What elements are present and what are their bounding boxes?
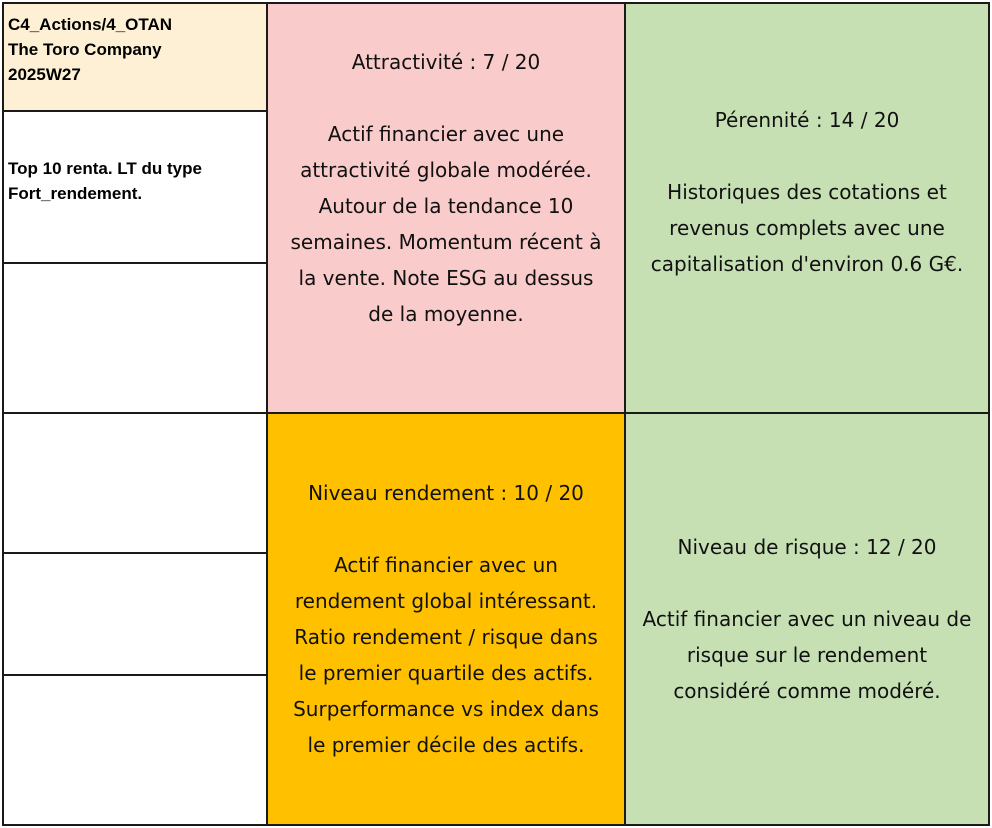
perennite-cell [624, 2, 990, 414]
rendement-cell [266, 412, 626, 826]
empty-cell-3 [2, 552, 268, 676]
attractivite-cell [266, 2, 626, 414]
perennite-body: Historiques des cotations et revenus complets avec une capitalisation d'environ 0.6 G€. [650, 180, 964, 276]
asset-header-cell [2, 2, 268, 112]
empty-cell-1 [2, 262, 268, 414]
asset-week: 2025W27 [8, 65, 81, 84]
attractivite-title: Attractivité : 7 / 20 [351, 50, 541, 74]
risque-body: Actif financier avec un niveau de risque sur le rendement considéré comme modéré. [642, 607, 972, 703]
perennite-title: Pérennité : 14 / 20 [714, 108, 900, 132]
rendement-body: Actif financier avec un rendement global intéressant. Ratio rendement / risque dans le premier quartile des actifs. Surperformance vs index dans le premier décile des actifs. [293, 553, 599, 757]
asset-code: C4_Actions/4_OTAN [8, 15, 173, 34]
asset-description-cell [2, 110, 268, 264]
attractivite-body: Actif financier avec une attractivité globale modérée. Autour de la tendance 10 semaines. Momentum récent à la vente. Note ESG au dessus de la moyenne. [290, 122, 602, 326]
asset-name: The Toro Company [8, 40, 162, 59]
asset-description: Top 10 renta. LT du type Fort_rendement. [8, 159, 202, 203]
empty-cell-2 [2, 412, 268, 554]
rendement-title: Niveau rendement : 10 / 20 [308, 481, 584, 505]
empty-cell-4 [2, 674, 268, 826]
risque-cell [624, 412, 990, 826]
risque-title: Niveau de risque : 12 / 20 [677, 535, 937, 559]
